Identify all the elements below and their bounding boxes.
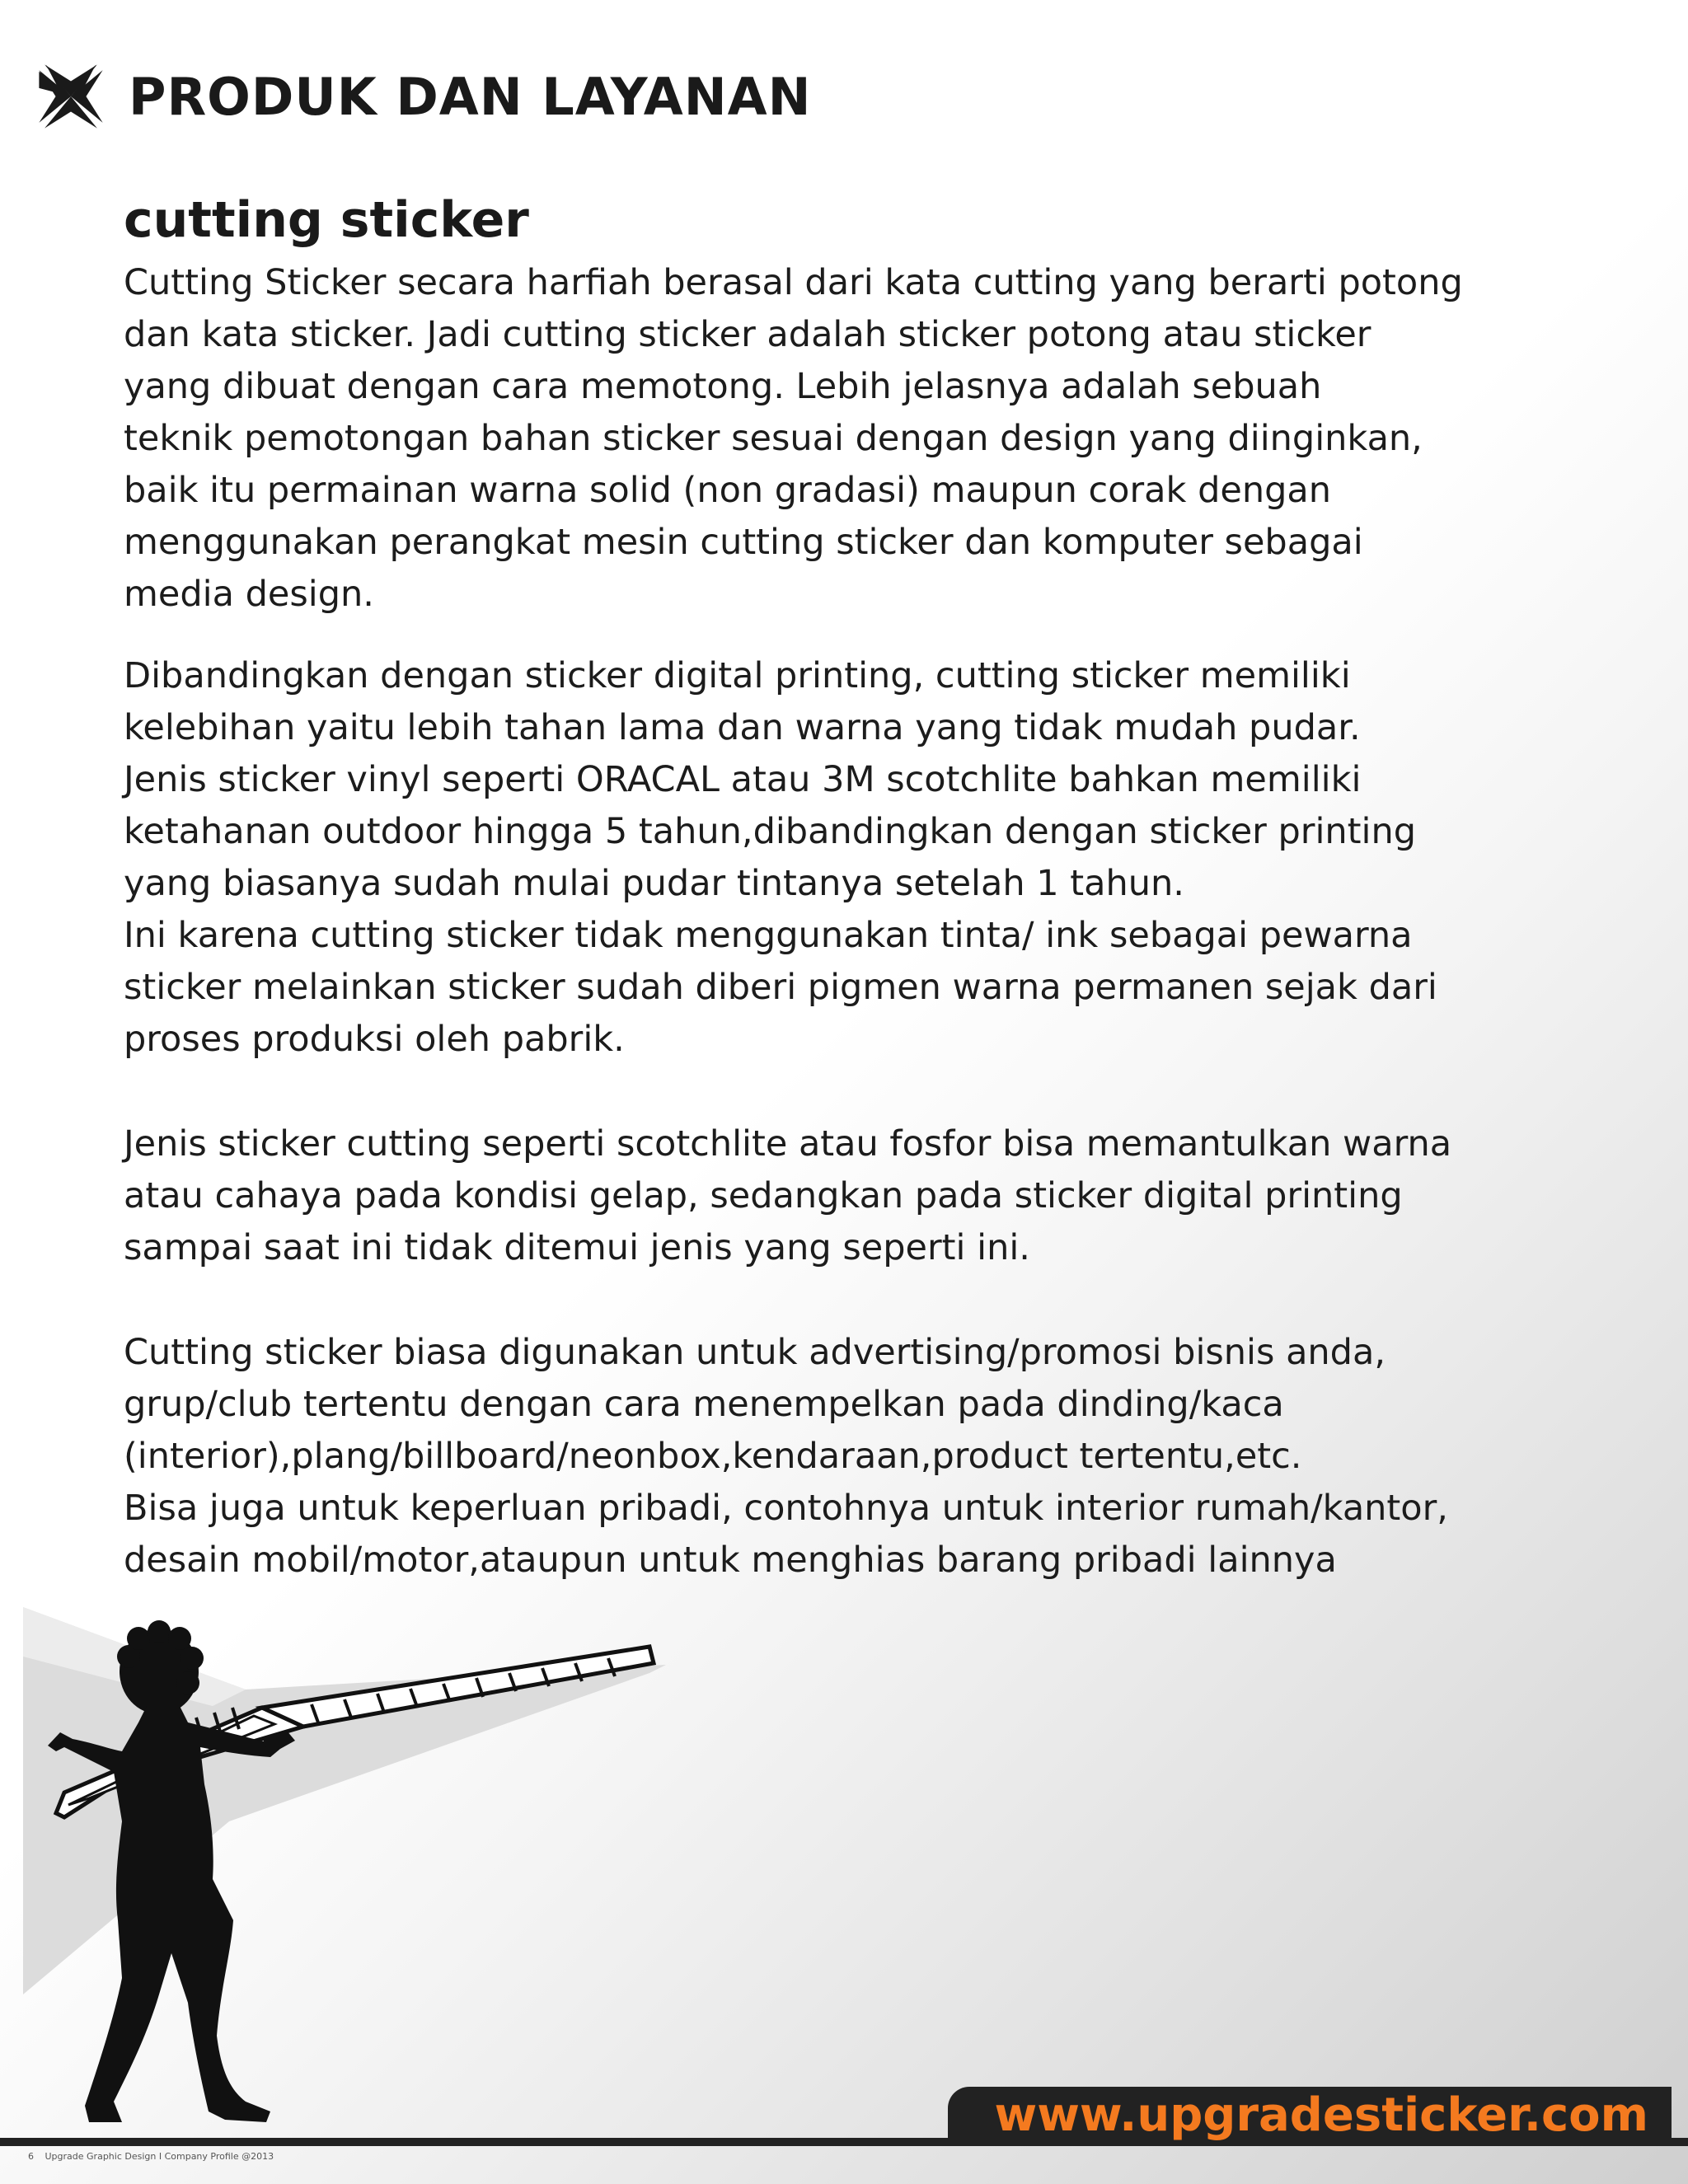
- text-line: yang dibuat dengan cara memotong. Lebih jelasnya adalah sebuah: [124, 366, 1322, 407]
- text-line: yang biasanya sudah mulai pudar tintanya setelah 1 tahun.: [124, 863, 1184, 904]
- text-line: Cutting sticker biasa digunakan untuk advertising/promosi bisnis anda,: [124, 1332, 1386, 1373]
- paragraph-spacer: [124, 1066, 1648, 1118]
- footer-note: [28, 2151, 274, 2162]
- paragraph-usage: [124, 1327, 1648, 1586]
- text-line: (interior),plang/billboard/neonbox,kendaraan,product tertentu,etc.: [124, 1436, 1302, 1477]
- article: [124, 183, 1648, 1586]
- text-line: sampai saat ini tidak ditemui jenis yang seperti ini.: [124, 1227, 1030, 1268]
- text-line: Bisa juga untuk keperluan pribadi, contohnya untuk interior rumah/kantor,: [124, 1488, 1448, 1529]
- text-line: media design.: [124, 574, 374, 615]
- text-line: Ini karena cutting sticker tidak menggunakan tinta/ ink sebagai pewarna: [124, 915, 1413, 956]
- text-line: teknik pemotongan bahan sticker sesuai dengan design yang diinginkan,: [124, 418, 1423, 459]
- paragraph-definition: [124, 257, 1648, 621]
- text-line: baik itu permainan warna solid (non gradasi) maupun corak dengan: [124, 470, 1331, 511]
- text-line: ketahanan outdoor hingga 5 tahun,dibandingkan dengan sticker printing: [124, 811, 1417, 852]
- text-line: proses produksi oleh pabrik.: [124, 1019, 625, 1060]
- text-line: Jenis sticker cutting seperti scotchlite atau fosfor bisa memantulkan warna: [124, 1123, 1452, 1165]
- article-title: cutting sticker: [124, 191, 529, 249]
- page-number: 6: [28, 2151, 34, 2162]
- section-title: PRODUK DAN LAYANAN: [129, 66, 812, 127]
- text-line: kelebihan yaitu lebih tahan lama dan warna yang tidak mudah pudar.: [124, 707, 1361, 748]
- paragraph-spacer: [124, 1274, 1648, 1327]
- section-header: [36, 59, 812, 134]
- text-line: desain mobil/motor,ataupun untuk menghias barang pribadi lainnya: [124, 1540, 1337, 1581]
- maltese-cross-icon: [36, 62, 106, 131]
- paragraph-reflective: [124, 1118, 1648, 1274]
- boy-with-cutter-illustration: [23, 1607, 699, 2135]
- text-line: sticker melainkan sticker sudah diberi pigmen warna permanen sejak dari: [124, 967, 1437, 1008]
- website-url[interactable]: www.upgradesticker.com: [994, 2088, 1648, 2142]
- paragraph-spacer: [124, 621, 1648, 650]
- company-profile-note: Upgrade Graphic Design I Company Profile @2013: [45, 2151, 274, 2162]
- paragraph-comparison: [124, 650, 1648, 1066]
- text-line: dan kata sticker. Jadi cutting sticker adalah sticker potong atau sticker: [124, 314, 1372, 355]
- text-line: Dibandingkan dengan sticker digital printing, cutting sticker memiliki: [124, 655, 1351, 696]
- text-line: menggunakan perangkat mesin cutting sticker dan komputer sebagai: [124, 522, 1363, 563]
- text-line: atau cahaya pada kondisi gelap, sedangkan pada sticker digital printing: [124, 1175, 1403, 1216]
- text-line: Cutting Sticker secara harfiah berasal dari kata cutting yang berarti potong: [124, 262, 1463, 303]
- text-line: Jenis sticker vinyl seperti ORACAL atau 3M scotchlite bahkan memiliki: [124, 759, 1362, 800]
- text-line: grup/club tertentu dengan cara menempelkan pada dinding/kaca: [124, 1384, 1284, 1425]
